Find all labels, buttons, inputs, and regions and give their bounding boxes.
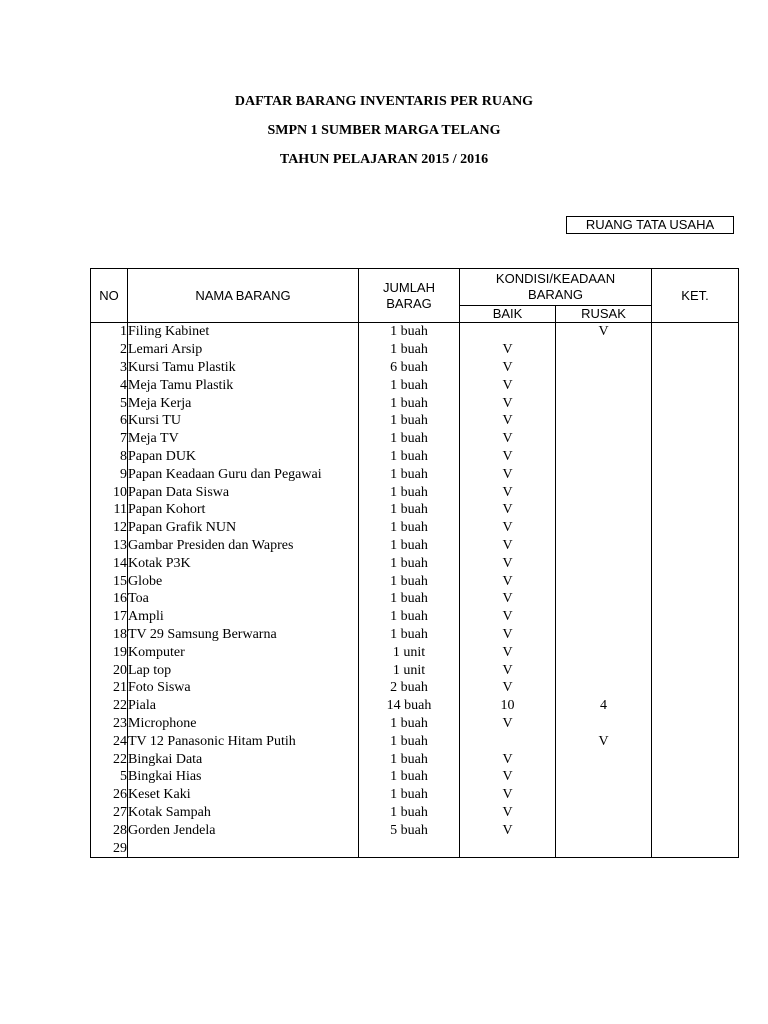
cell-note	[652, 786, 739, 804]
cell-no: 28	[91, 821, 128, 839]
cell-item-name: Globe	[128, 572, 359, 590]
cell-damaged: V	[556, 323, 652, 341]
cell-note	[652, 750, 739, 768]
cell-quantity: 1 buah	[359, 394, 460, 412]
cell-note	[652, 376, 739, 394]
table-row	[91, 821, 739, 839]
cell-no: 23	[91, 715, 128, 733]
table-row	[91, 839, 739, 857]
cell-quantity: 1 buah	[359, 430, 460, 448]
table-row	[91, 786, 739, 804]
cell-quantity: 5 buah	[359, 821, 460, 839]
inventory-table	[90, 268, 739, 858]
cell-damaged	[556, 554, 652, 572]
cell-note	[652, 501, 739, 519]
cell-note	[652, 697, 739, 715]
cell-no: 22	[91, 750, 128, 768]
academic-year: TAHUN PELAJARAN 2015 / 2016	[279, 152, 489, 167]
cell-damaged	[556, 519, 652, 537]
cell-good: V	[460, 501, 556, 519]
cell-quantity: 1 buah	[359, 804, 460, 822]
table-row	[91, 465, 739, 483]
cell-note	[652, 590, 739, 608]
cell-no: 27	[91, 804, 128, 822]
cell-item-name: Filing Kabinet	[128, 323, 359, 341]
cell-no: 15	[91, 572, 128, 590]
cell-item-name: Lap top	[128, 661, 359, 679]
cell-no: 7	[91, 430, 128, 448]
header-note: KET.	[652, 269, 739, 323]
cell-item-name: Keset Kaki	[128, 786, 359, 804]
cell-quantity: 1 buah	[359, 519, 460, 537]
cell-no: 5	[91, 768, 128, 786]
cell-item-name: Gorden Jendela	[128, 821, 359, 839]
cell-item-name: Papan Keadaan Guru dan Pegawai	[128, 465, 359, 483]
cell-damaged	[556, 768, 652, 786]
table-row	[91, 412, 739, 430]
cell-damaged	[556, 804, 652, 822]
cell-no: 21	[91, 679, 128, 697]
cell-item-name: Kotak Sampah	[128, 804, 359, 822]
cell-quantity: 1 buah	[359, 572, 460, 590]
cell-damaged	[556, 483, 652, 501]
cell-damaged	[556, 786, 652, 804]
cell-note	[652, 483, 739, 501]
cell-good	[460, 732, 556, 750]
cell-damaged	[556, 715, 652, 733]
cell-good: 10	[460, 697, 556, 715]
cell-quantity: 1 buah	[359, 715, 460, 733]
cell-note	[652, 359, 739, 377]
cell-damaged	[556, 501, 652, 519]
document-header	[0, 92, 768, 179]
cell-damaged: V	[556, 732, 652, 750]
header-quantity-line2: BARAG	[386, 295, 432, 311]
cell-damaged	[556, 537, 652, 555]
cell-note	[652, 661, 739, 679]
cell-item-name: Ampli	[128, 608, 359, 626]
cell-damaged	[556, 821, 652, 839]
cell-no: 22	[91, 697, 128, 715]
header-damaged: RUSAK	[556, 306, 652, 323]
table-row	[91, 537, 739, 555]
cell-quantity: 1 buah	[359, 786, 460, 804]
cell-good: V	[460, 341, 556, 359]
cell-item-name: Piala	[128, 697, 359, 715]
cell-no: 5	[91, 394, 128, 412]
cell-item-name	[128, 839, 359, 857]
header-condition	[460, 269, 652, 306]
table-row	[91, 430, 739, 448]
cell-no: 9	[91, 465, 128, 483]
cell-good: V	[460, 359, 556, 377]
cell-item-name: Papan Kohort	[128, 501, 359, 519]
cell-note	[652, 839, 739, 857]
cell-item-name: TV 12 Panasonic Hitam Putih	[128, 732, 359, 750]
cell-damaged: 4	[556, 697, 652, 715]
cell-damaged	[556, 679, 652, 697]
cell-item-name: Bingkai Hias	[128, 768, 359, 786]
cell-damaged	[556, 572, 652, 590]
cell-note	[652, 768, 739, 786]
cell-quantity: 1 buah	[359, 412, 460, 430]
cell-no: 3	[91, 359, 128, 377]
cell-no: 6	[91, 412, 128, 430]
cell-item-name: Meja Kerja	[128, 394, 359, 412]
cell-no: 29	[91, 839, 128, 857]
cell-quantity: 1 buah	[359, 626, 460, 644]
cell-note	[652, 537, 739, 555]
header-good: BAIK	[460, 306, 556, 323]
cell-damaged	[556, 430, 652, 448]
cell-quantity	[359, 839, 460, 857]
cell-note	[652, 554, 739, 572]
table-row	[91, 323, 739, 341]
cell-no: 4	[91, 376, 128, 394]
cell-good	[460, 839, 556, 857]
table-row	[91, 519, 739, 537]
cell-note	[652, 804, 739, 822]
cell-damaged	[556, 394, 652, 412]
cell-good: V	[460, 412, 556, 430]
header-condition-line1: KONDISI/KEADAAN	[495, 271, 616, 286]
cell-good: V	[460, 786, 556, 804]
header-quantity-line1: JUMLAH	[382, 279, 435, 295]
cell-quantity: 1 buah	[359, 323, 460, 341]
cell-good: V	[460, 430, 556, 448]
cell-no: 20	[91, 661, 128, 679]
cell-note	[652, 626, 739, 644]
cell-damaged	[556, 376, 652, 394]
cell-no: 11	[91, 501, 128, 519]
cell-no: 19	[91, 643, 128, 661]
cell-note	[652, 412, 739, 430]
cell-good: V	[460, 376, 556, 394]
cell-good: V	[460, 661, 556, 679]
table-row	[91, 732, 739, 750]
cell-quantity: 1 buah	[359, 448, 460, 466]
cell-damaged	[556, 359, 652, 377]
cell-note	[652, 679, 739, 697]
cell-good: V	[460, 590, 556, 608]
cell-good: V	[460, 537, 556, 555]
table-row	[91, 394, 739, 412]
cell-good: V	[460, 394, 556, 412]
table-row	[91, 804, 739, 822]
table-row	[91, 448, 739, 466]
cell-no: 17	[91, 608, 128, 626]
cell-note	[652, 430, 739, 448]
cell-good: V	[460, 572, 556, 590]
cell-no: 10	[91, 483, 128, 501]
cell-item-name: Papan Grafik NUN	[128, 519, 359, 537]
cell-item-name: Toa	[128, 590, 359, 608]
cell-damaged	[556, 661, 652, 679]
cell-item-name: Kursi Tamu Plastik	[128, 359, 359, 377]
cell-quantity: 1 buah	[359, 376, 460, 394]
table-row	[91, 661, 739, 679]
table-row	[91, 501, 739, 519]
cell-damaged	[556, 465, 652, 483]
cell-quantity: 1 buah	[359, 732, 460, 750]
cell-note	[652, 732, 739, 750]
table-row	[91, 341, 739, 359]
cell-no: 12	[91, 519, 128, 537]
room-label: RUANG TATA USAHA	[566, 216, 734, 234]
cell-quantity: 2 buah	[359, 679, 460, 697]
cell-note	[652, 572, 739, 590]
cell-quantity: 1 buah	[359, 590, 460, 608]
cell-damaged	[556, 839, 652, 857]
cell-damaged	[556, 626, 652, 644]
cell-quantity: 1 unit	[359, 643, 460, 661]
cell-item-name: Papan DUK	[128, 448, 359, 466]
cell-item-name: Microphone	[128, 715, 359, 733]
cell-good: V	[460, 768, 556, 786]
cell-quantity: 1 buah	[359, 768, 460, 786]
table-row	[91, 608, 739, 626]
cell-note	[652, 448, 739, 466]
cell-item-name: TV 29 Samsung Berwarna	[128, 626, 359, 644]
cell-quantity: 1 buah	[359, 483, 460, 501]
cell-item-name: Kursi TU	[128, 412, 359, 430]
cell-good: V	[460, 626, 556, 644]
cell-quantity: 1 buah	[359, 341, 460, 359]
cell-quantity: 1 buah	[359, 465, 460, 483]
cell-no: 18	[91, 626, 128, 644]
header-no: NO	[91, 269, 128, 323]
cell-item-name: Meja Tamu Plastik	[128, 376, 359, 394]
cell-note	[652, 821, 739, 839]
cell-damaged	[556, 341, 652, 359]
cell-quantity: 1 buah	[359, 554, 460, 572]
cell-good: V	[460, 554, 556, 572]
cell-note	[652, 519, 739, 537]
cell-damaged	[556, 750, 652, 768]
cell-good: V	[460, 821, 556, 839]
cell-no: 26	[91, 786, 128, 804]
table-row	[91, 750, 739, 768]
cell-item-name: Gambar Presiden dan Wapres	[128, 537, 359, 555]
cell-note	[652, 608, 739, 626]
cell-quantity: 1 buah	[359, 501, 460, 519]
cell-item-name: Komputer	[128, 643, 359, 661]
document-title: DAFTAR BARANG INVENTARIS PER RUANG	[234, 94, 534, 109]
cell-no: 8	[91, 448, 128, 466]
cell-good: V	[460, 519, 556, 537]
cell-item-name: Bingkai Data	[128, 750, 359, 768]
table-row	[91, 359, 739, 377]
header-quantity	[359, 269, 460, 323]
cell-good: V	[460, 804, 556, 822]
cell-good: V	[460, 608, 556, 626]
cell-good: V	[460, 483, 556, 501]
table-row	[91, 483, 739, 501]
cell-good: V	[460, 750, 556, 768]
cell-quantity: 1 buah	[359, 537, 460, 555]
table-row	[91, 554, 739, 572]
cell-good: V	[460, 643, 556, 661]
cell-good: V	[460, 448, 556, 466]
header-item-name: NAMA BARANG	[128, 269, 359, 323]
cell-quantity: 1 buah	[359, 750, 460, 768]
cell-quantity: 6 buah	[359, 359, 460, 377]
header-condition-line2: BARANG	[528, 287, 583, 302]
cell-note	[652, 394, 739, 412]
table-row	[91, 768, 739, 786]
cell-good	[460, 323, 556, 341]
cell-good: V	[460, 465, 556, 483]
cell-no: 1	[91, 323, 128, 341]
cell-note	[652, 465, 739, 483]
cell-item-name: Kotak P3K	[128, 554, 359, 572]
cell-item-name: Foto Siswa	[128, 679, 359, 697]
table-row	[91, 572, 739, 590]
cell-damaged	[556, 448, 652, 466]
cell-no: 13	[91, 537, 128, 555]
cell-quantity: 1 buah	[359, 608, 460, 626]
table-row	[91, 643, 739, 661]
cell-damaged	[556, 643, 652, 661]
cell-quantity: 1 unit	[359, 661, 460, 679]
table-row	[91, 715, 739, 733]
cell-no: 2	[91, 341, 128, 359]
cell-item-name: Meja TV	[128, 430, 359, 448]
cell-no: 24	[91, 732, 128, 750]
cell-good: V	[460, 715, 556, 733]
cell-note	[652, 341, 739, 359]
cell-item-name: Papan Data Siswa	[128, 483, 359, 501]
cell-item-name: Lemari Arsip	[128, 341, 359, 359]
school-name: SMPN 1 SUMBER MARGA TELANG	[267, 123, 501, 138]
cell-no: 16	[91, 590, 128, 608]
cell-good: V	[460, 679, 556, 697]
cell-note	[652, 323, 739, 341]
cell-no: 14	[91, 554, 128, 572]
table-row	[91, 697, 739, 715]
table-row	[91, 626, 739, 644]
table-row	[91, 679, 739, 697]
cell-damaged	[556, 608, 652, 626]
cell-quantity: 14 buah	[359, 697, 460, 715]
cell-damaged	[556, 412, 652, 430]
cell-damaged	[556, 590, 652, 608]
cell-note	[652, 643, 739, 661]
table-row	[91, 376, 739, 394]
table-row	[91, 590, 739, 608]
cell-note	[652, 715, 739, 733]
